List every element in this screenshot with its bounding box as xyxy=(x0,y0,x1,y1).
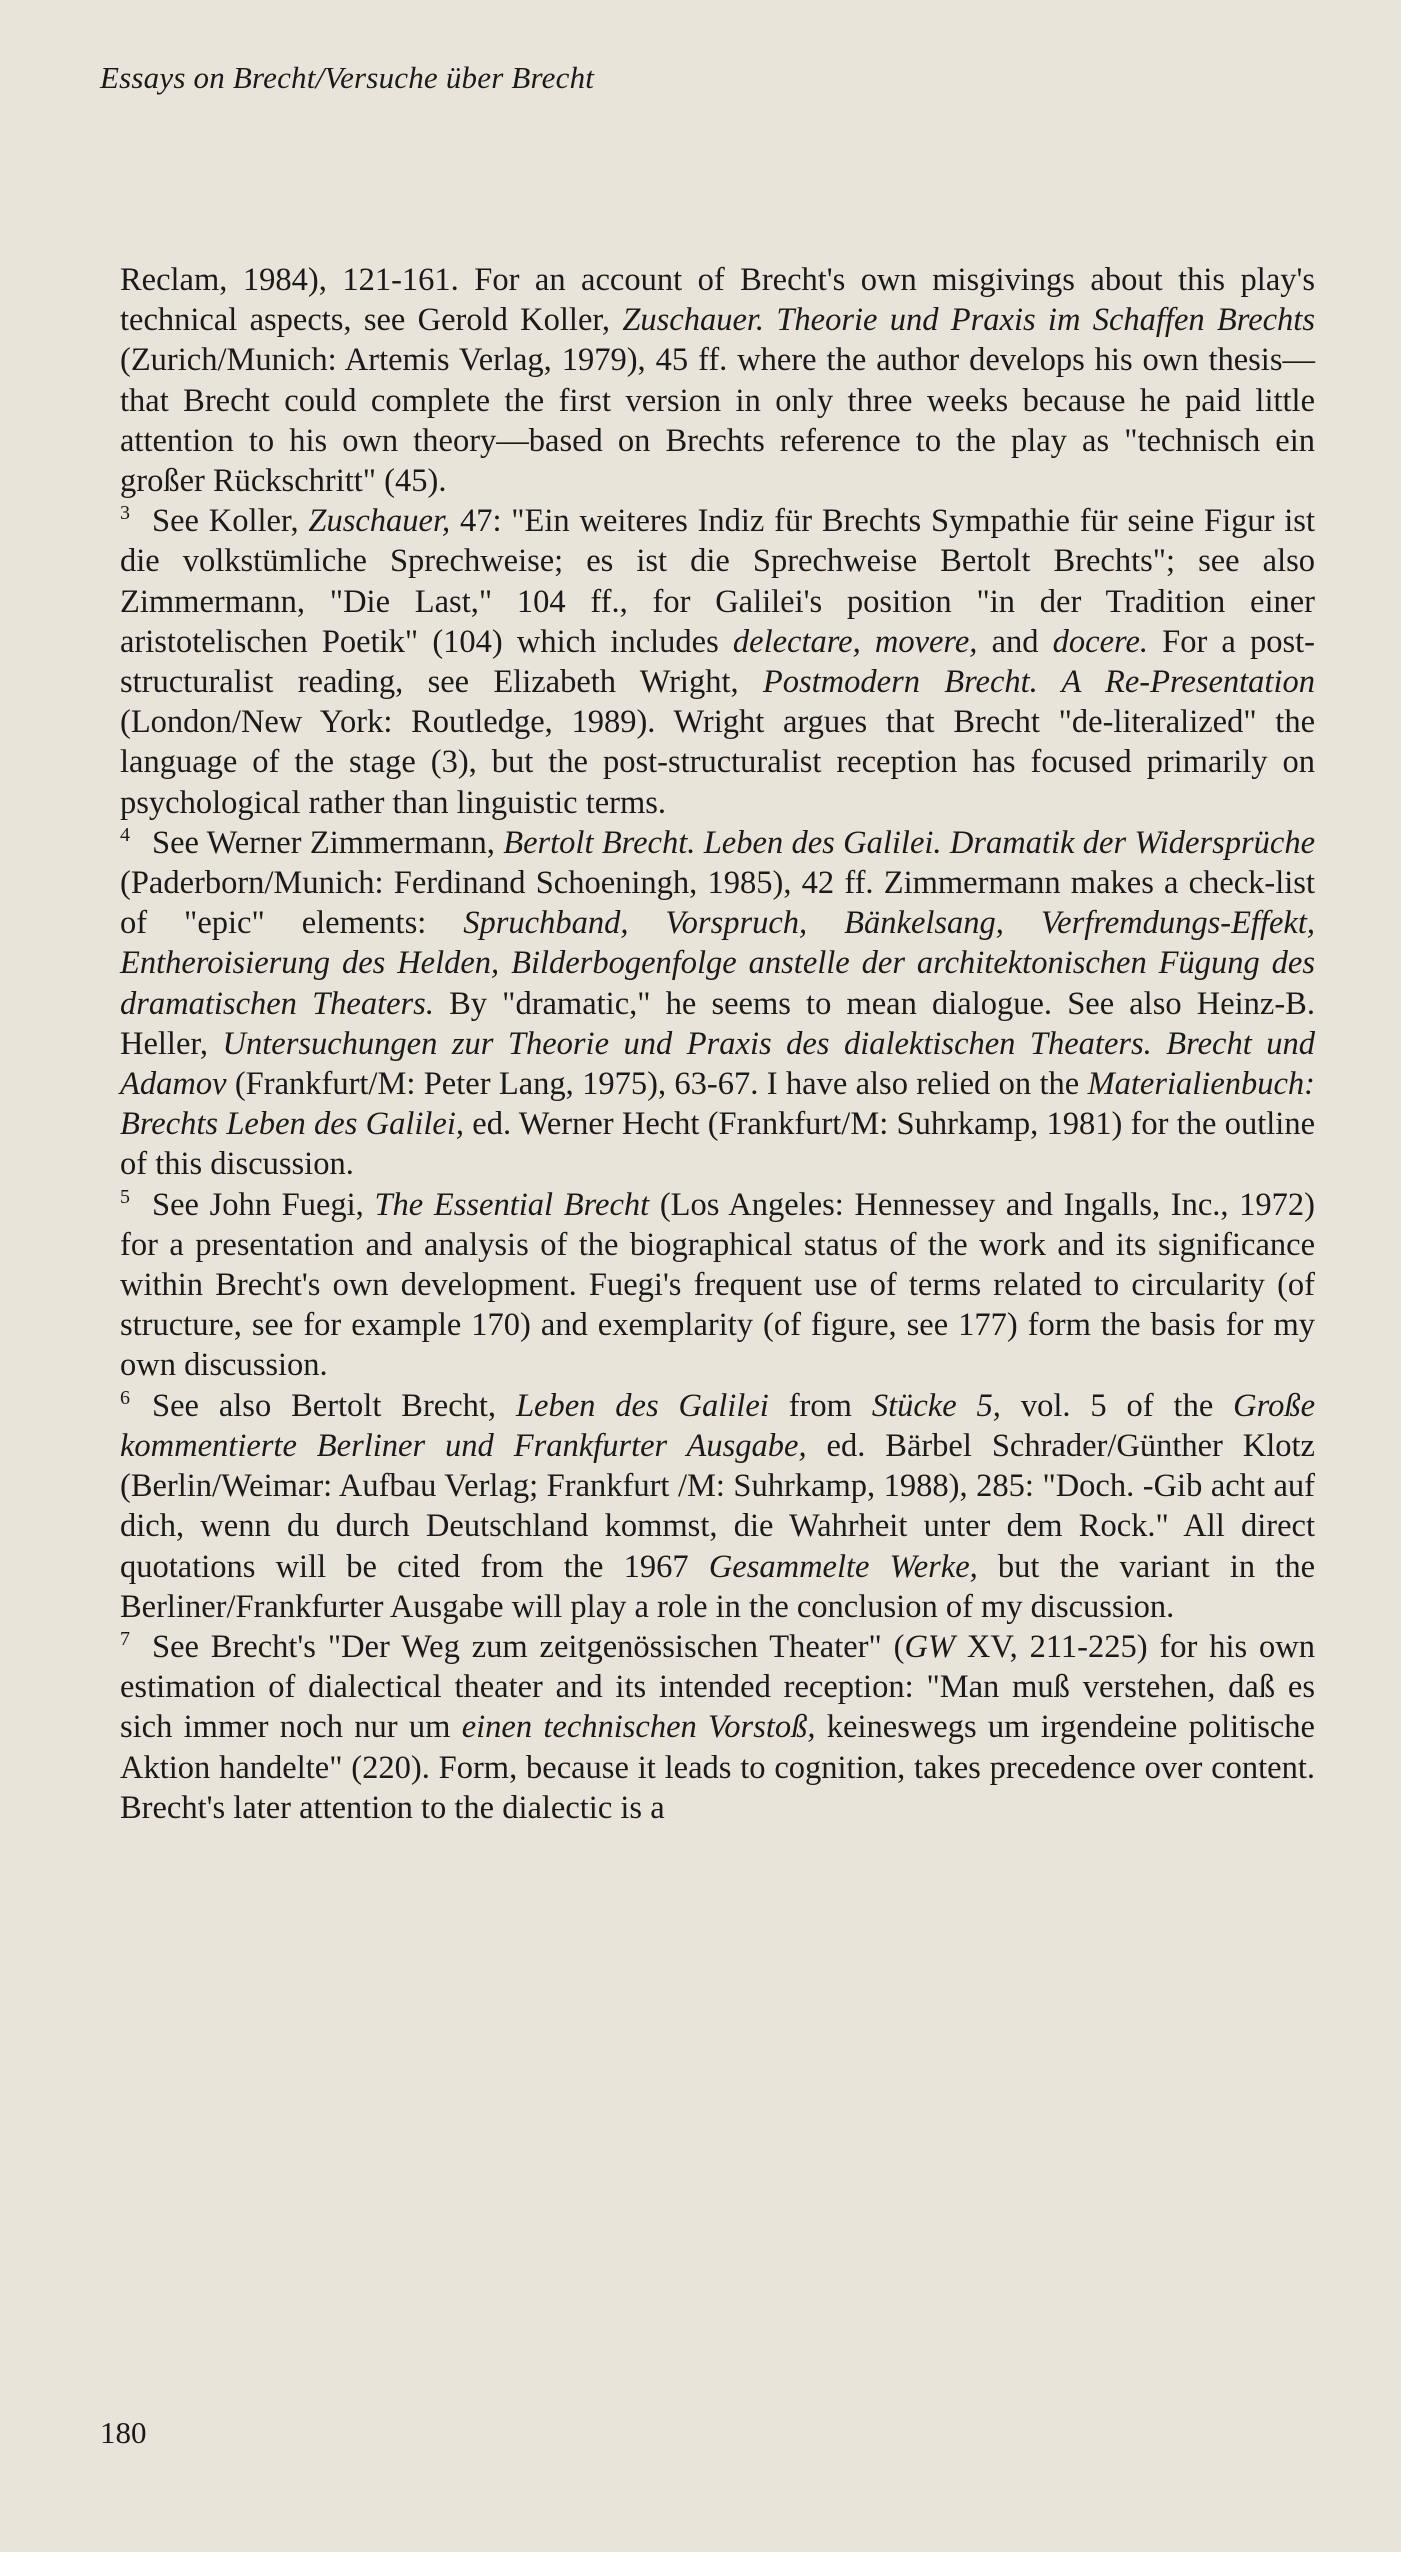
running-head: Essays on Brecht/Versuche über Brecht xyxy=(100,60,595,95)
italic-text: Leben des Galilei xyxy=(515,1387,769,1424)
italic-text: einen technischen Vorstoß, xyxy=(461,1709,816,1746)
footnote-text: Reclam, 1984), 121-161. For an account of Brecht's own misgivings about this play's technical aspects, see Gerold Koller, xyxy=(120,262,1315,339)
footnote xyxy=(120,823,1315,1185)
italic-text: Postmodern Brecht. A Re-Presentation xyxy=(762,664,1315,701)
footnote-text: and xyxy=(977,623,1053,660)
footnote-text: (Frankfurt/M: Peter Lang, 1975), 63-67. I have also relied on the xyxy=(226,1066,1088,1103)
italic-text: Zuschauer. Theorie und Praxis im Schaffen Brechts xyxy=(622,302,1315,339)
footnote-text: See Brecht's "Der Weg zum zeitgenössischen Theater" ( xyxy=(152,1628,905,1665)
footnote-text: (Zurich/Munich: Artemis Verlag, 1979), 45 ff. where the author develops his own thesis—that Brecht could complete the first version in only three weeks because he paid little attention to his own theory—based on Brechts reference to the play as "technisch ein großer Rückschritt" (45). xyxy=(120,342,1315,500)
italic-text: docere. xyxy=(1052,623,1148,660)
footnote-text: keineswegs um irgendeine politische Aktion handelte" (220). Form, because it leads to cognition, takes precedence over content. Brecht's later attention to the dialectic is a xyxy=(120,1709,1315,1826)
italic-text: Zuschauer, xyxy=(308,503,451,540)
footnote-text: See John Fuegi, xyxy=(152,1186,375,1223)
italic-text: Bertolt Brecht. Leben des Galilei. Dramatik der Widersprüche xyxy=(503,824,1315,861)
footnote-text: but the variant in the Berliner/Frankfurter Ausgabe will play a role in the conclusion of my discussion. xyxy=(120,1548,1316,1625)
footnote xyxy=(120,501,1315,823)
footnote-text: See Koller, xyxy=(152,503,309,540)
footnote-text: (London/New York: Routledge, 1989). Wright argues that Brecht "de-literalized" the language of the stage (3), but the post-structuralist reception has focused primarily on psychological rather than linguistic terms. xyxy=(120,704,1315,821)
footnote-text: See Werner Zimmermann, xyxy=(152,824,504,861)
footnote-text: XV, 211-225) for his own estimation of dialectical theater and its intended reception: "Man muß verstehen, daß es sich immer noch nur um xyxy=(120,1628,1316,1746)
footnote-text: See also Bertolt Brecht, xyxy=(152,1387,516,1424)
italic-text: Große kommentierte Berliner und Frankfurter Ausgabe, xyxy=(120,1387,1315,1464)
footnote-text: (Paderborn/Munich: Ferdinand Schoeningh, 1985), 42 ff. Zimmermann makes a check-list of "epic" elements: xyxy=(120,865,1315,942)
footnote-text: ed. Bärbel Schrader/Günther Klotz (Berlin/Weimar: Aufbau Verlag; Frankfurt /M: Suhrkamp, 1988), 285: "Doch. -Gib acht auf dich, wenn du durch Deutschland kommst, die Wahrheit unter dem Rock." All direct quotations will be cited from the 1967 xyxy=(120,1427,1315,1585)
footnote-marker: 6 xyxy=(120,1386,130,1409)
footnote-text: (Los Angeles: Hennessey and Ingalls, Inc., 1972) for a presentation and analysis of the biographical status of the work and its significance within Brecht's own development. Fuegi's frequent use of terms related to circularity (of structure, see for example 170) and exemplarity (of figure, see 177) form the basis for my own discussion. xyxy=(120,1186,1315,1384)
footnote-marker: 5 xyxy=(120,1185,130,1208)
footnote-text: from xyxy=(768,1387,872,1424)
italic-text: delectare, movere, xyxy=(732,623,978,660)
italic-text: GW xyxy=(904,1628,955,1665)
italic-text: The Essential Brecht xyxy=(374,1186,650,1223)
italic-text: Gesammelte Werke, xyxy=(708,1548,978,1585)
italic-text: Untersuchungen zur Theorie und Praxis des dialektischen Theaters. Brecht und Adamov xyxy=(120,1025,1315,1103)
footnote-text: 47: "Ein weiteres Indiz für Brechts Sympathie für seine Figur ist die volkstümliche Sprechweise; es ist die Sprechweise Bertolt Brechts"; see also Zimmermann, "Die Last," 104 ff., for Galilei's position "in der Tradition einer aristotelischen Poetik" (104) which includes xyxy=(120,503,1315,660)
footnote-marker: 7 xyxy=(120,1627,130,1650)
footnote-text: For a post-structuralist reading, see Elizabeth Wright, xyxy=(120,623,1316,701)
footnote xyxy=(120,1185,1315,1386)
footnote xyxy=(120,1627,1315,1828)
footnote-text: vol. 5 of the xyxy=(1000,1387,1234,1424)
footnote-marker: 4 xyxy=(120,823,130,846)
italic-text: Materialienbuch: Brechts Leben des Galilei, xyxy=(120,1066,1315,1143)
footnote-text: By "dramatic," he seems to mean dialogue. See also Heinz-B. Heller, xyxy=(120,985,1315,1062)
footnote xyxy=(120,260,1315,501)
footnote-text: ed. Werner Hecht (Frankfurt/M: Suhrkamp, 1981) for the outline of this discussion. xyxy=(120,1106,1315,1183)
footnotes xyxy=(120,260,1315,1828)
footnote-marker: 3 xyxy=(120,502,130,525)
italic-text: Stücke 5, xyxy=(871,1387,1001,1424)
page-number: 180 xyxy=(100,2415,147,2450)
italic-text: Spruchband, Vorspruch, Bänkelsang, Verfremdungs-Effekt, Entheroisierung des Helden, Bilderbogenfolge anstelle der architektonischen Fügung des dramatischen Theaters. xyxy=(120,905,1315,1022)
footnote xyxy=(120,1386,1315,1627)
